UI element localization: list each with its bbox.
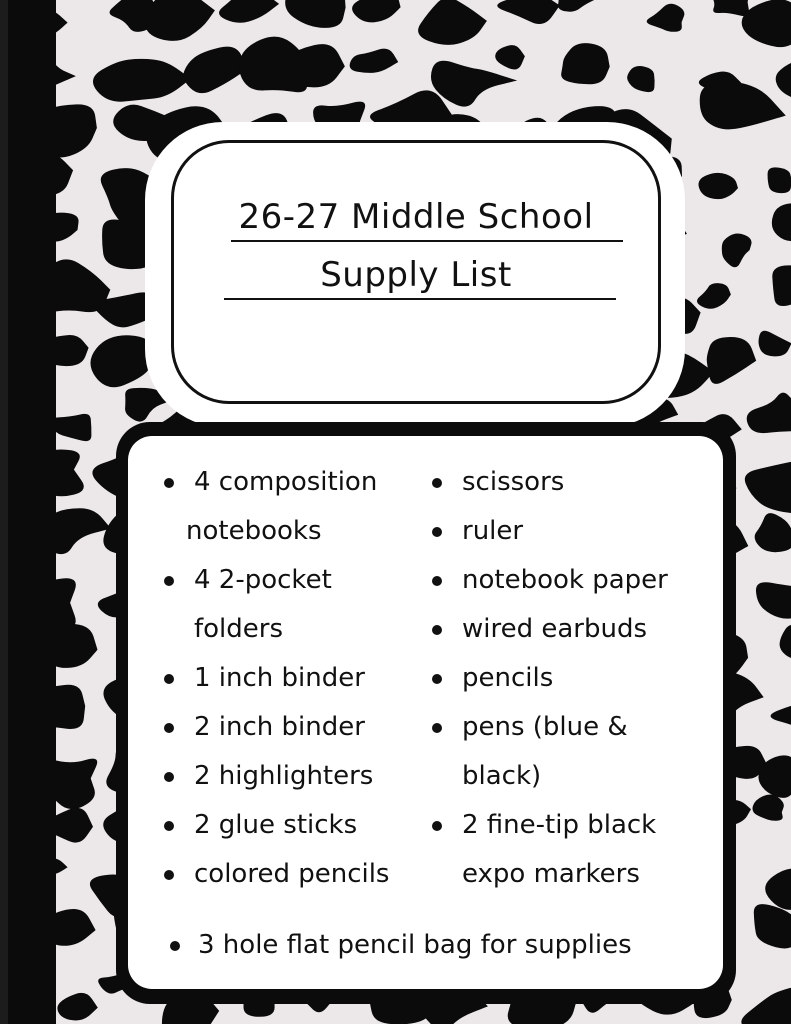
list-item: pens (blue & black)	[432, 703, 712, 801]
supply-list-bottom	[170, 921, 715, 970]
spine-edge	[0, 0, 8, 1024]
cover-blob	[698, 173, 738, 199]
title-card	[171, 140, 661, 404]
list-item: 2 glue sticks	[164, 801, 434, 850]
cover-blob	[707, 337, 756, 384]
cover-blob	[700, 82, 786, 130]
cover-blob	[627, 66, 654, 92]
cover-blob	[708, 0, 749, 16]
list-item: notebook paper	[432, 556, 712, 605]
list-item: ruler	[432, 507, 712, 556]
list-item: 4 composition notebooks	[164, 458, 434, 556]
list-item: 4 2-pocket folders	[164, 556, 434, 654]
list-item: 2 fine-tip black expo markers	[432, 801, 712, 899]
cover-blob	[57, 993, 97, 1021]
cover-blob	[497, 0, 560, 24]
cover-blob	[776, 60, 791, 101]
cover-blob	[742, 0, 791, 47]
cover-blob	[747, 393, 791, 434]
cover-blob	[741, 986, 791, 1024]
supply-list-right-column	[432, 458, 712, 899]
cover-blob	[50, 414, 91, 441]
cover-blob	[219, 0, 279, 23]
cover-blob	[647, 4, 685, 32]
list-item: wired earbuds	[432, 605, 712, 654]
cover-blob	[495, 45, 525, 69]
list-item: 3 hole flat pencil bag for supplies	[170, 921, 715, 970]
cover-blob	[350, 49, 399, 73]
cover-blob	[285, 0, 345, 28]
list-item: 1 inch binder	[164, 654, 434, 703]
cover-blob	[772, 203, 791, 241]
title-line-2: Supply List	[320, 255, 512, 295]
notebook-spine	[0, 0, 56, 1024]
cover-blob	[431, 61, 517, 107]
cover-blob	[765, 868, 791, 909]
title-underline-1	[231, 240, 623, 242]
cover-blob	[754, 904, 791, 948]
supply-list-left-column	[164, 458, 434, 899]
cover-blob	[752, 794, 783, 820]
cover-blob	[183, 47, 246, 94]
cover-blob	[771, 701, 791, 732]
cover-blob	[722, 234, 752, 268]
cover-blob	[146, 0, 215, 41]
list-item: scissors	[432, 458, 712, 507]
cover-blob	[755, 513, 791, 552]
title-line-1: 26-27 Middle School	[238, 197, 594, 237]
cover-blob	[756, 582, 791, 618]
supply-list-card	[128, 436, 723, 989]
cover-blob	[759, 331, 791, 357]
list-item: 2 inch binder	[164, 703, 434, 752]
cover-blob	[418, 0, 487, 45]
cover-blob	[93, 59, 191, 102]
cover-blob	[561, 43, 610, 84]
cover-blob	[772, 265, 791, 306]
title-underline-2	[224, 298, 616, 300]
list-item: 2 highlighters	[164, 752, 434, 801]
list-item: colored pencils	[164, 850, 434, 899]
list-item: pencils	[432, 654, 712, 703]
cover-blob	[697, 283, 731, 309]
cover-blob	[352, 0, 401, 22]
cover-blob	[768, 167, 791, 193]
cover-blob	[780, 625, 791, 660]
cover-blob	[554, 0, 599, 12]
cover-blob	[745, 462, 791, 514]
